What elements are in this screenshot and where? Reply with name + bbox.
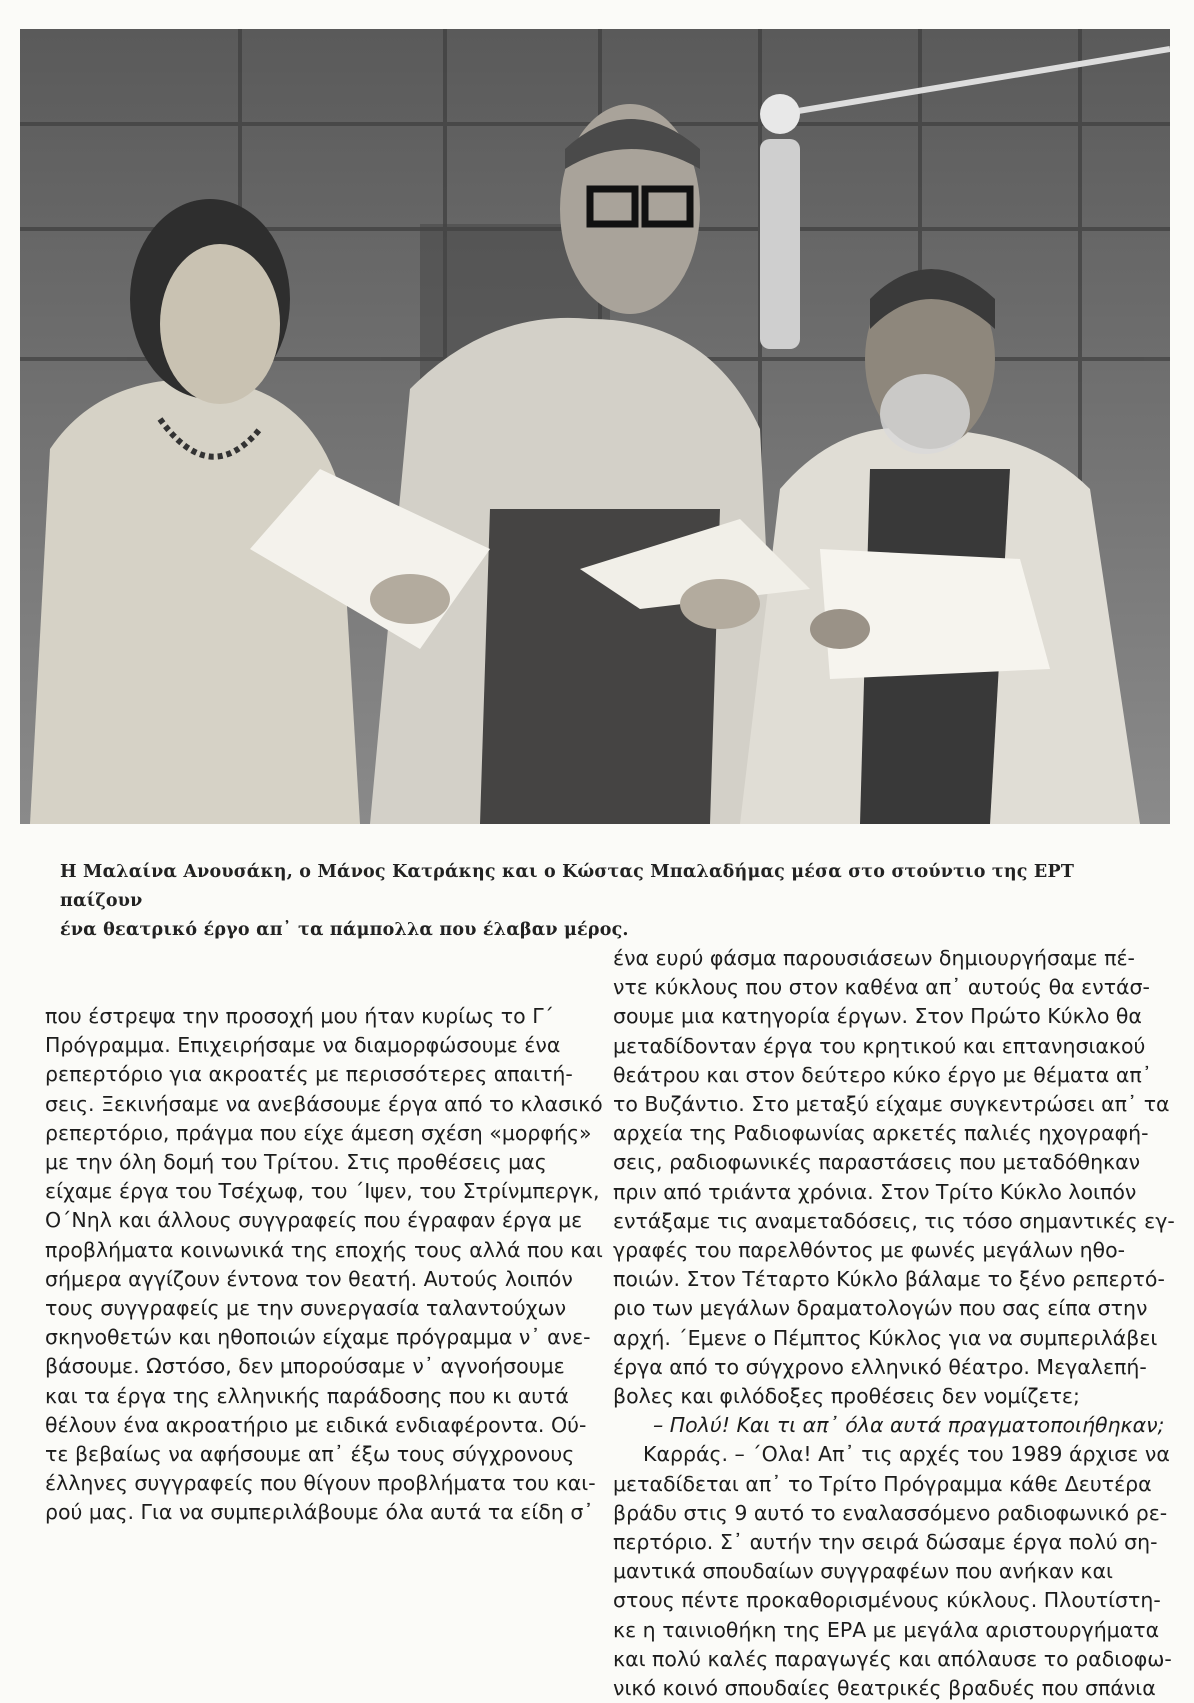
text-line: Ο΄Νηλ και άλλους συγγραφείς που έγραφαν έργα με [45, 1208, 583, 1233]
article-left-column [45, 1002, 603, 1528]
text-line: βολες και φιλόδοξες προθέσεις δεν νομίζετε; [613, 1384, 1080, 1409]
text-line: ρεπερτόριο για ακροατές με περισσότερες απαιτή- [45, 1062, 573, 1087]
text-line: τους συγγραφείς με την συνεργασία ταλαντούχων [45, 1296, 567, 1321]
text-line: περτόριο. Σ᾽ αυτήν την σειρά δώσαμε έργα πολύ ση- [613, 1530, 1158, 1555]
text-line: μεταδίδεται απ᾽ το Τρίτο Πρόγραμμα κάθε Δευτέρα [613, 1471, 1152, 1496]
text-line: Πρόγραμμα. Επιχειρήσαμε να διαμορφώσουμε ένα [45, 1033, 561, 1058]
text-line: βράδυ στις 9 αυτό το εναλασσόμενο ραδιοφωνικό ρε- [613, 1500, 1168, 1525]
text-line: ποιών. Στον Τέταρτο Κύκλο βάλαμε το ξένο ρεπερτό- [613, 1267, 1165, 1292]
text-line: και πολύ καλές παραγωγές και απόλαυσε το ραδιοφω- [613, 1646, 1172, 1671]
text-line: πριν από τριάντα χρόνια. Στον Τρίτο Κύκλο λοιπόν [613, 1179, 1137, 1204]
question-line: – Πολύ! Και τι απ᾽ όλα αυτά πραγματοποιήθηκαν; [653, 1413, 1165, 1438]
text-line: σήμερα αγγίζουν έντονα τον θεατή. Αυτούς λοιπόν [45, 1266, 573, 1291]
text-line: και τα έργα της ελληνικής παράδοσης που κι αυτά [45, 1383, 569, 1408]
text-line: ρεπερτόριο, πράγμα που είχε άμεση σχέση «μορφής» [45, 1120, 592, 1145]
text-line: Καρράς. – ΄Ολα! Απ᾽ τις αρχές του 1989 άρχισε να [643, 1442, 1170, 1467]
article-right-column [613, 944, 1175, 1703]
text-line: σουμε μια κατηγορία έργων. Στον Πρώτο Κύκλο θα [613, 1004, 1142, 1029]
text-line: ρού μας. Για να συμπεριλάβουμε όλα αυτά τα είδη σ᾽ [45, 1500, 594, 1525]
text-line: σκηνοθετών και ηθοποιών είχαμε πρόγραμμα ν᾽ ανε- [45, 1325, 591, 1350]
text-line: ριο των μεγάλων δραματολογών που σας είπα στην [613, 1296, 1148, 1321]
text-line: βάσουμε. Ωστόσο, δεν μπορούσαμε ν᾽ αγνοήσουμε [45, 1354, 565, 1379]
text-line: νικό κοινό σπουδαίες θεατρικές βραδυές που σπάνια [613, 1676, 1156, 1701]
text-line: θέλουν ένα ακροατήριο με ειδικά ενδιαφέροντα. Ού- [45, 1412, 587, 1437]
text-line: που έστρεψα την προσοχή μου ήταν κυρίως το Γ΄ [45, 1004, 554, 1028]
text-line: αρχή. ΄Εμενε ο Πέμπτος Κύκλος για να συμπεριλάβει [613, 1325, 1158, 1350]
text-line: μαντικά σπουδαίων συγγραφέων που ανήκαν και [613, 1559, 1113, 1584]
text-line: σεις, ραδιοφωνικές παραστάσεις που μεταδόθηκαν [613, 1150, 1141, 1175]
text-line: τε βεβαίως να αφήσουμε απ᾽ έξω τους σύγχρονους [45, 1442, 575, 1467]
text-line: με την όλη δομή του Τρίτου. Στις προθέσεις μας [45, 1150, 547, 1175]
text-line: στους πέντε προκαθορισμένους κύκλους. Πλουτίστη- [613, 1588, 1161, 1613]
text-line: θεάτρου και στον δεύτερο κύκο έργο με θέματα απ᾽ [613, 1062, 1152, 1087]
caption-line: ένα θεατρικό έργο απ᾽ τα πάμπολλα που έλαβαν μέρος. [60, 920, 629, 940]
text-line: ένα ευρύ φάσμα παρουσιάσεων δημιουργήσαμε πέ- [613, 946, 1135, 970]
text-line: αρχεία της Ραδιοφωνίας αρκετές παλιές ηχογραφή- [613, 1121, 1149, 1146]
text-line: το Βυζάντιο. Στο μεταξύ είχαμε συγκεντρώσει απ᾽ τα [613, 1092, 1170, 1117]
text-line: έργα από το σύγχρονο ελληνικό θέατρο. Μεγαλεπή- [613, 1354, 1147, 1379]
text-line: έλληνες συγγραφείς που θίγουν προβλήματα του και- [45, 1471, 596, 1496]
text-line: κε η ταινιοθήκη της ΕΡΑ με μεγάλα αριστουργήματα [613, 1617, 1160, 1642]
photo-image [20, 29, 1170, 824]
text-line: είχαμε έργα του Τσέχωφ, του ΄Ιψεν, του Στρίνμπεργκ, [45, 1179, 600, 1204]
text-line: σεις. Ξεκινήσαμε να ανεβάσουμε έργα από το κλασικό [45, 1091, 603, 1116]
text-line: προβλήματα κοινωνικά της εποχής τους αλλά που και [45, 1237, 603, 1262]
photo [20, 29, 1170, 824]
text-line: εντάξαμε τις αναμεταδόσεις, τις τόσο σημαντικές εγ- [613, 1208, 1175, 1233]
text-line: ντε κύκλους που στον καθένα απ᾽ αυτούς θα εντάσ- [613, 975, 1150, 1000]
text-line: γραφές του παρελθόντος με φωνές μεγάλων ηθο- [613, 1238, 1126, 1263]
photo-caption [60, 858, 1150, 945]
caption-line: Η Μαλαίνα Ανουσάκη, ο Μάνος Κατράκης και ο Κώστας Μπαλαδήμας μέσα στο στούντιο της ΕΡΤ παίζουν [60, 862, 1075, 911]
text-line: μεταδίδονταν έργα του κρητικού και επτανησιακού [613, 1033, 1146, 1058]
